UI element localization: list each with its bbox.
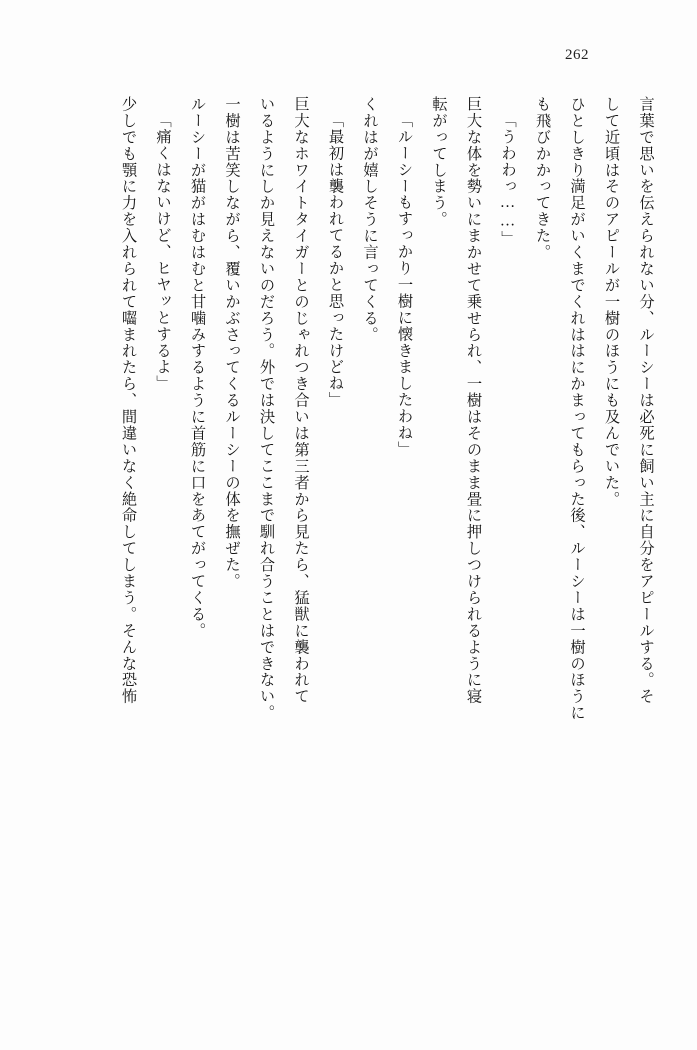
text-column: 「うわわっ……」 xyxy=(499,112,516,247)
text-column: して近頃はそのアピールが一樹のほうにも及んでいた。 xyxy=(602,96,620,508)
vertical-text-body xyxy=(44,96,653,996)
text-column: ひとしきり満足がいくまでくれははにかまってもらった後、ルーシーは一樹のほうに xyxy=(568,96,585,722)
text-column: 巨大な体を勢いにまかせて乗せられ、一樹はそのまま畳に押しつけられるように寝 xyxy=(464,96,482,705)
text-column: 言葉で思いを伝えられない分、ルーシーは必死に飼い主に自分をアピールする。そ xyxy=(637,96,654,705)
text-column: 「ルーシーもすっかり一樹に懐きましたわね」 xyxy=(395,112,413,458)
text-column: 一樹は苦笑しながら、覆いかぶさってくるルーシーの体を撫ぜた。 xyxy=(223,96,240,590)
text-column: 少しでも顎に力を入れられて囓まれたら、間違いなく絶命してしまう。そんな恐怖 xyxy=(119,96,137,705)
text-column: 「痛くはないけど、ヒヤッとするよ」 xyxy=(154,112,171,392)
text-column: いるようにしか見えないのだろう。外では決してここまで馴れ合うことはできない。 xyxy=(257,96,275,722)
text-column: 「最初は襲われてるかと思ったけどね」 xyxy=(326,112,344,409)
text-column: くれはが嬉しそうに言ってくる。 xyxy=(361,96,378,343)
text-column: ルーシーが猫がはむはむと甘噛みするように首筋に口をあてがってくる。 xyxy=(188,96,206,639)
text-column: 転がってしまう。 xyxy=(430,96,447,228)
page-number: 262 xyxy=(565,47,589,63)
text-column: 巨大なホワイトタイガーとのじゃれつき合いは第三者から見たら、猛獣に襲われて xyxy=(292,96,309,705)
text-column: も飛びかかってきた。 xyxy=(533,96,551,261)
